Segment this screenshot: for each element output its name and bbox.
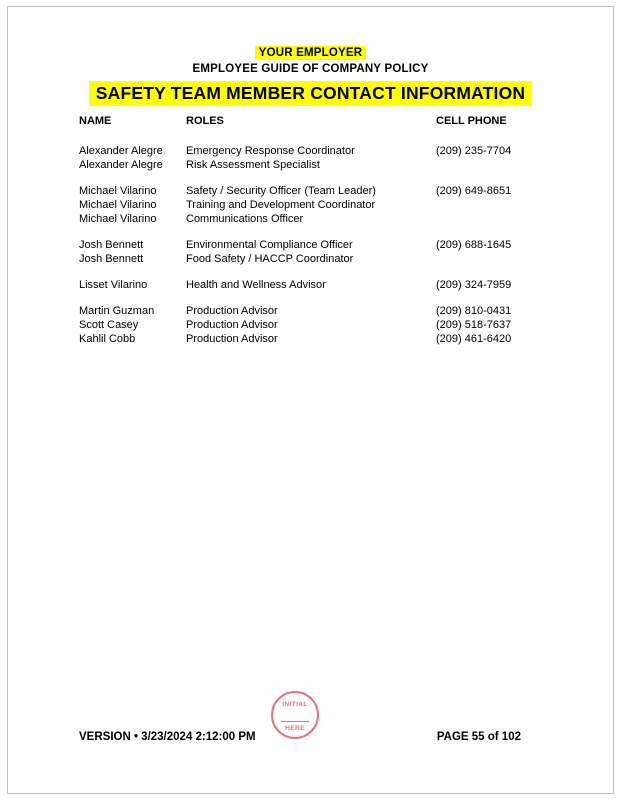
member-name: Michael Vilarino	[79, 213, 157, 225]
member-role: Health and Wellness Advisor	[186, 279, 326, 291]
member-phone: (209) 518-7637	[436, 319, 512, 331]
member-role: Emergency Response Coordinator	[186, 145, 355, 157]
table-row	[79, 238, 521, 252]
page-title: SAFETY TEAM MEMBER CONTACT INFORMATION	[89, 81, 533, 106]
member-phone	[436, 212, 521, 226]
member-phone: (209) 810-0431	[436, 305, 512, 317]
member-role: Environmental Compliance Officer	[186, 239, 353, 251]
column-header-roles: ROLES	[186, 115, 224, 127]
member-role: Training and Development Coordinator	[186, 199, 376, 211]
table-row	[79, 304, 521, 318]
member-name: Scott Casey	[79, 319, 139, 331]
table-row	[79, 278, 521, 292]
document-header	[8, 43, 613, 106]
document-page	[7, 6, 614, 794]
stamp-initial-label: INITIAL	[282, 701, 308, 708]
member-phone: (209) 649-8651	[436, 185, 512, 197]
member-phone: (209) 461-6420	[436, 333, 512, 345]
member-name: Josh Bennett	[79, 239, 144, 251]
member-phone: (209) 235-7704	[436, 145, 512, 157]
member-role: Safety / Security Officer (Team Leader)	[186, 185, 376, 197]
member-name: Alexander Alegre	[79, 159, 163, 171]
table-row	[79, 318, 521, 332]
member-role: Food Safety / HACCP Coordinator	[186, 253, 354, 265]
contact-table	[79, 114, 521, 358]
table-row	[79, 184, 521, 198]
member-name: Lisset Vilarino	[79, 279, 148, 291]
table-row	[79, 252, 521, 266]
member-phone	[436, 158, 521, 172]
version-timestamp: VERSION • 3/23/2024 2:12:00 PM	[79, 731, 256, 743]
stamp-signature-line	[281, 721, 309, 722]
table-row	[79, 158, 521, 172]
member-name: Michael Vilarino	[79, 199, 157, 211]
table-row	[79, 144, 521, 158]
member-phone: (209) 688-1645	[436, 239, 512, 251]
page-number: PAGE 55 of 102	[436, 731, 521, 743]
member-group	[79, 238, 521, 266]
member-group	[79, 304, 521, 346]
stamp-here-label: HERE	[285, 725, 305, 732]
member-name: Michael Vilarino	[79, 185, 157, 197]
member-group	[79, 184, 521, 226]
table-row	[79, 198, 521, 212]
member-name: Josh Bennett	[79, 253, 144, 265]
table-row	[79, 332, 521, 346]
table-row	[79, 212, 521, 226]
member-group	[79, 278, 521, 292]
column-header-phone: CELL PHONE	[436, 115, 507, 127]
member-role: Production Advisor	[186, 319, 278, 331]
member-role: Production Advisor	[186, 333, 278, 345]
member-phone	[436, 198, 521, 212]
member-phone	[436, 252, 521, 266]
column-header-name: NAME	[79, 115, 112, 127]
member-name: Martin Guzman	[79, 305, 155, 317]
table-header-row	[79, 114, 521, 128]
employer-highlight: YOUR EMPLOYER	[255, 46, 367, 60]
member-role: Communications Officer	[186, 213, 304, 225]
member-group	[79, 144, 521, 172]
member-role: Production Advisor	[186, 305, 278, 317]
member-phone: (209) 324-7959	[436, 279, 512, 291]
document-footer	[79, 731, 521, 743]
member-role: Risk Assessment Specialist	[186, 159, 320, 171]
member-name: Alexander Alegre	[79, 145, 163, 157]
document-subtitle: EMPLOYEE GUIDE OF COMPANY POLICY	[192, 63, 429, 75]
member-name: Kahlil Cobb	[79, 333, 136, 345]
